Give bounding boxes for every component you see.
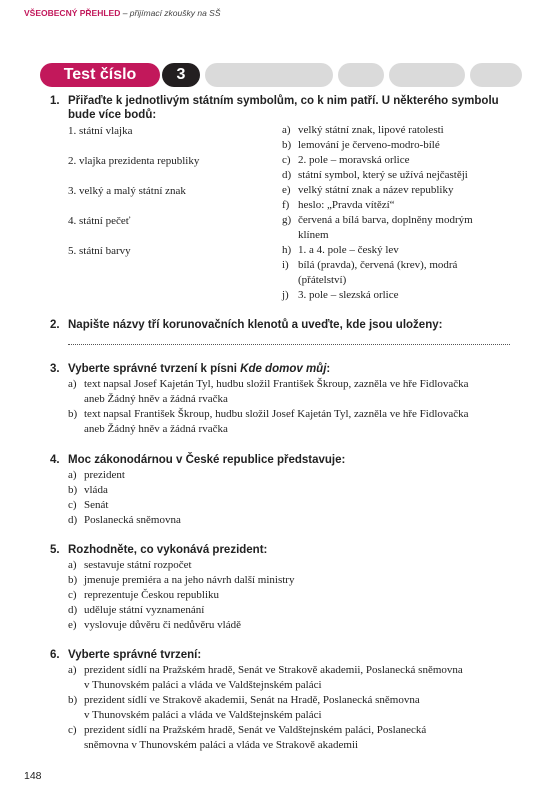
- question-3: 3. Vyberte správné tvrzení k písni Kde domov můj:: [50, 363, 331, 375]
- match-option: h) 1. a 4. pole – český lev: [282, 244, 399, 256]
- answer-option: c) Senát: [68, 499, 109, 511]
- match-option: d) státní symbol, který se užívá nejčastěji: [282, 169, 468, 181]
- question-text: Vyberte správné tvrzení:: [68, 649, 202, 661]
- answer-option: d) uděluje státní vyznamenání: [68, 604, 205, 616]
- test-tab-bar: [40, 63, 500, 87]
- symbol-item: 3. velký a malý státní znak: [68, 185, 186, 197]
- question-4: [50, 453, 520, 467]
- answer-option: a) sestavuje státní rozpočet: [68, 559, 192, 571]
- empty-tab: [389, 63, 465, 87]
- match-option: (přátelství): [298, 274, 347, 286]
- answer-option: c) prezident sídlí na Pražském hradě, Senát ve Valdštejnském paláci, Poslanecká: [68, 724, 427, 736]
- question-6: [50, 648, 520, 662]
- question-number: 2.: [50, 319, 60, 331]
- empty-tab: [470, 63, 522, 87]
- symbol-item: 4. státní pečeť: [68, 215, 131, 227]
- answer-option-continued: sněmovna v Thunovském paláci a vláda ve Strakově akademii: [84, 739, 359, 751]
- match-option: a) velký státní znak, lipové ratolesti: [282, 124, 444, 136]
- symbol-item: 5. státní barvy: [68, 245, 131, 257]
- question-text: Vyberte správné tvrzení k písni: [68, 363, 241, 375]
- song-title: Kde domov můj: [240, 363, 327, 375]
- question-number: 4.: [50, 454, 60, 466]
- match-option: c) 2. pole – moravská orlice: [282, 154, 410, 166]
- question-number: 6.: [50, 649, 60, 661]
- header-section: VŠEOBECNÝ PŘEHLED: [24, 8, 121, 18]
- answer-option: b) jmenuje premiéra a na jeho návrh další ministry: [68, 574, 295, 586]
- symbol-item: 1. státní vlajka: [68, 125, 133, 137]
- match-option: b) lemování je červeno-modro-bílé: [282, 139, 440, 151]
- page-header: [24, 8, 221, 18]
- page-number: 148: [24, 770, 42, 782]
- question-number: 5.: [50, 544, 60, 556]
- match-option: g) červená a bílá barva, doplněny modrým: [282, 214, 473, 226]
- answer-option: b) vláda: [68, 484, 108, 496]
- answer-option-continued: v Thunovském paláci a vláda ve Valdštejnském paláci: [84, 679, 322, 691]
- answer-option-continued: v Thunovském paláci a vláda ve Valdštejnském paláci: [84, 709, 322, 721]
- answer-option: a) prezident sídlí na Pražském hradě, Senát ve Strakově akademii, Poslanecká sněmovna: [68, 664, 463, 676]
- answer-option: e) vyslovuje důvěru či nedůvěru vládě: [68, 619, 242, 631]
- symbol-item: 2. vlajka prezidenta republiky: [68, 155, 200, 167]
- question-number: 3.: [50, 363, 60, 375]
- match-option: j) 3. pole – slezská orlice: [282, 289, 399, 301]
- question-text: Rozhodněte, co vykonává prezident:: [68, 544, 268, 556]
- answer-option: a) text napsal Josef Kajetán Tyl, hudbu složil František Škroup, zazněla ve hře Fidlovačka: [68, 378, 469, 390]
- empty-tab: [205, 63, 333, 87]
- match-option: klínem: [298, 229, 329, 241]
- answer-option-continued: aneb Žádný hněv a žádná rvačka: [84, 393, 228, 405]
- match-option: f) heslo: „Pravda vítězí“: [282, 199, 395, 211]
- question-text: Moc zákonodárnou v České republice představuje:: [68, 454, 346, 466]
- answer-option: b) text napsal František Škroup, hudbu složil Josef Kajetán Tyl, zazněla ve hře Fidlovačka: [68, 408, 469, 420]
- test-number-tab: 3: [162, 63, 200, 87]
- empty-tab: [338, 63, 384, 87]
- question-5: [50, 543, 520, 557]
- question-text-continued: bude více bodů:: [68, 109, 157, 121]
- answer-option: c) reprezentuje Českou republiku: [68, 589, 220, 601]
- answer-line[interactable]: [68, 344, 510, 345]
- header-subtitle: – přijímací zkoušky na SŠ: [120, 8, 221, 18]
- match-option: i) bílá (pravda), červená (krev), modrá: [282, 259, 458, 271]
- test-title-tab: Test číslo: [40, 63, 160, 87]
- answer-option: a) prezident: [68, 469, 125, 481]
- answer-option: b) prezident sídlí ve Strakově akademii, Senát na Hradě, Poslanecká sněmovna: [68, 694, 420, 706]
- question-text: Napište názvy tří korunovačních klenotů a uveďte, kde jsou uloženy:: [68, 319, 443, 331]
- question-2: [50, 318, 520, 332]
- answer-option: d) Poslanecká sněmovna: [68, 514, 181, 526]
- question-number: 1.: [50, 95, 60, 107]
- answer-option-continued: aneb Žádný hněv a žádná rvačka: [84, 423, 228, 435]
- question-text: Přiřaďte k jednotlivým státním symbolům, co k nim patří. U některého symbolu: [68, 95, 499, 107]
- question-1: [50, 94, 520, 122]
- match-option: e) velký státní znak a název republiky: [282, 184, 454, 196]
